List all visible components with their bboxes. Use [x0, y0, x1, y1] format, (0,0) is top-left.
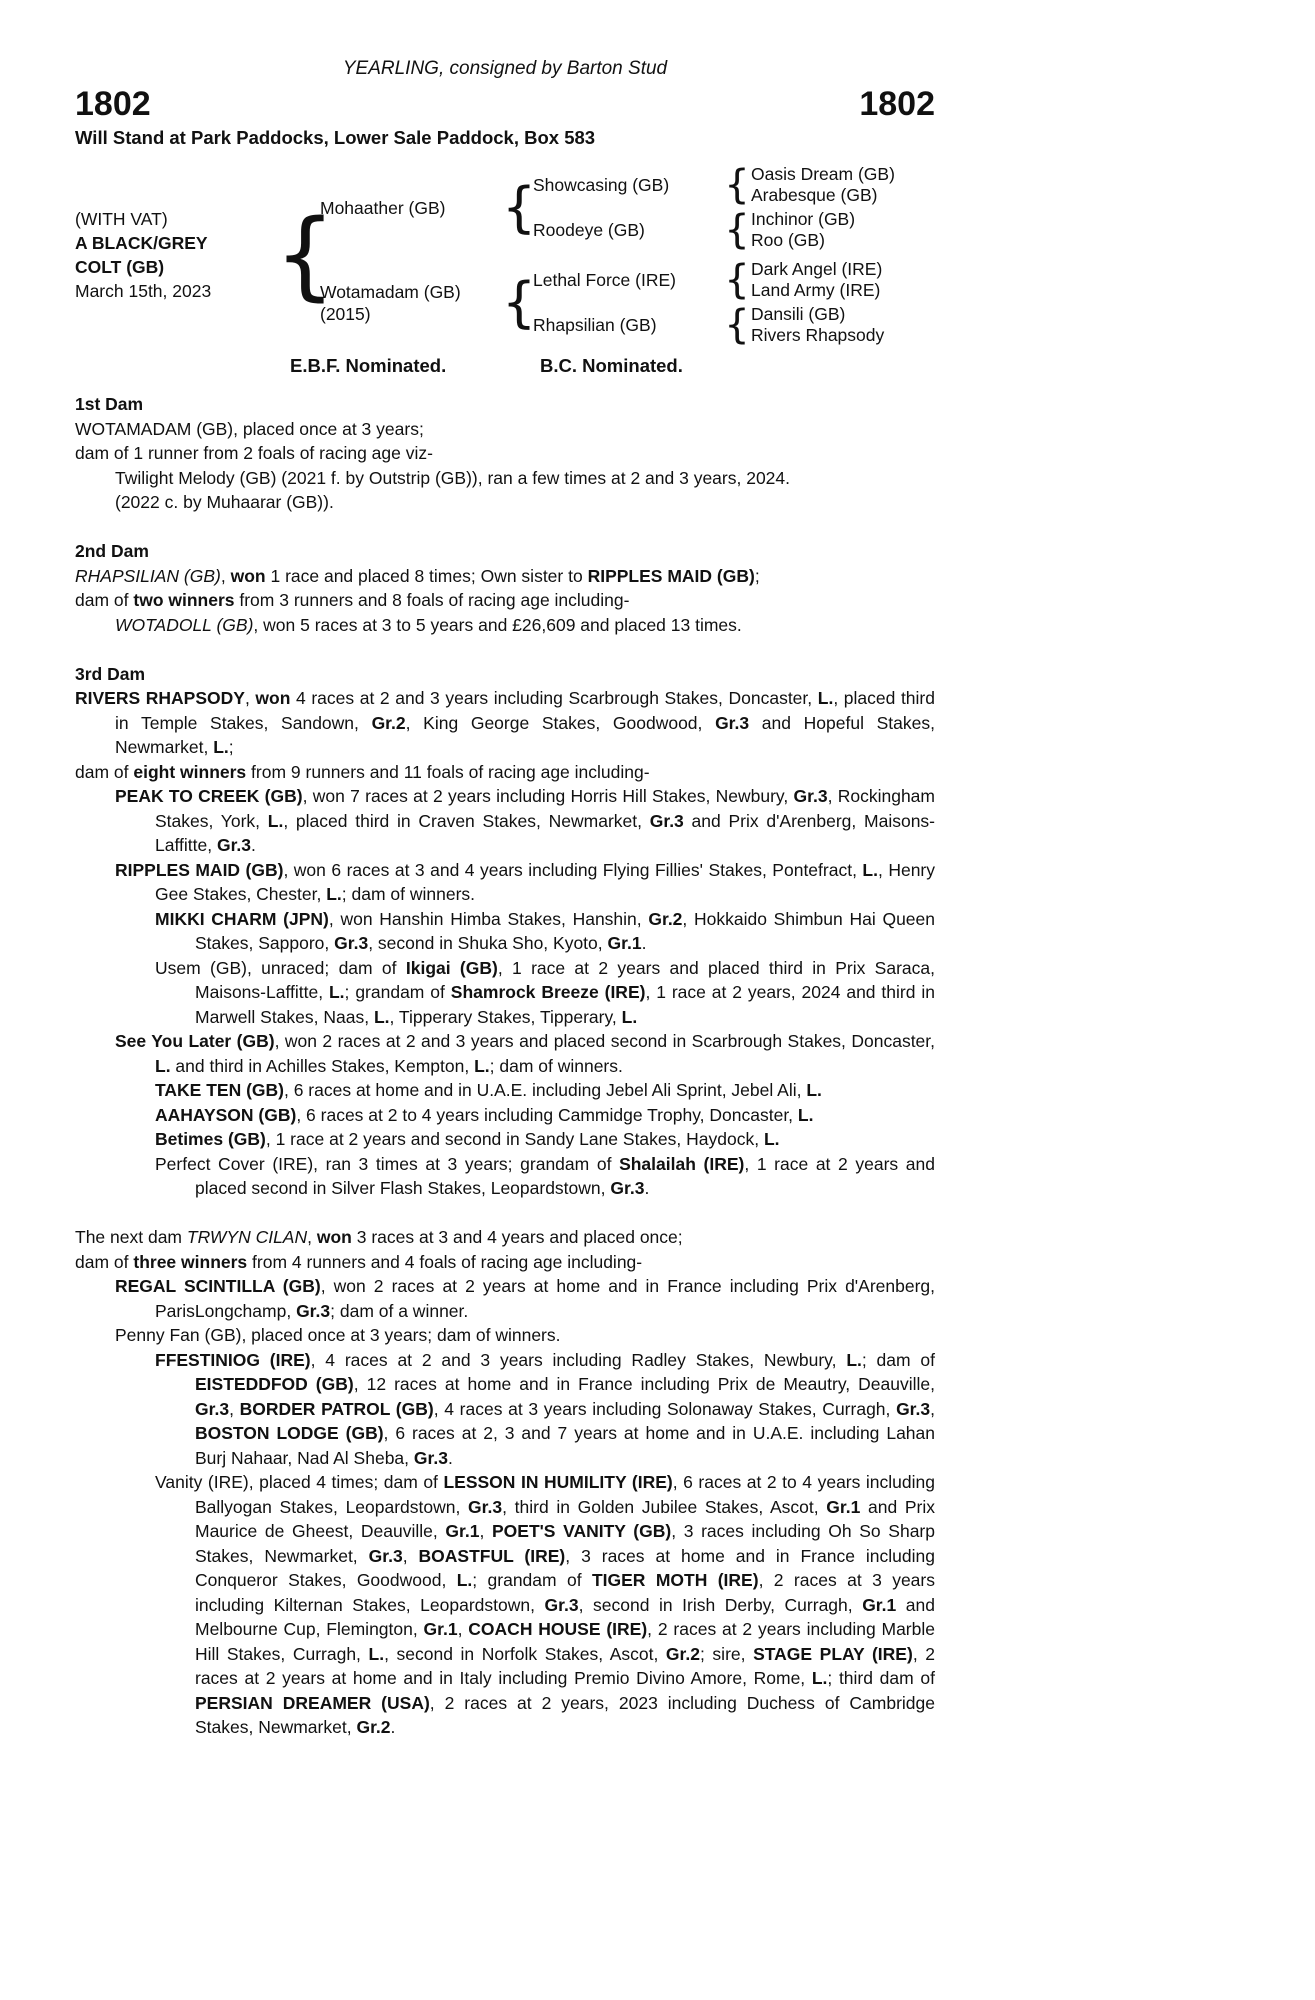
- catalogue-paragraph: [75, 1250, 935, 1275]
- text-segment: The next dam: [75, 1227, 187, 1247]
- text-segment: .: [251, 835, 256, 855]
- dam-grandsire-branch: [533, 259, 935, 301]
- text-segment: , 2 races at 2 years, 2023 including Duchess of Cambridge Stakes, Newmarket,: [195, 1692, 935, 1737]
- great-granddam-name: Rivers Rhapsody: [751, 325, 885, 345]
- text-segment: , placed third in Craven Stakes, Newmarket,: [283, 810, 650, 831]
- text-segment: L.: [213, 737, 229, 757]
- sire-granddam-brace: {: [724, 207, 750, 253]
- catalogue-paragraph: [75, 466, 935, 491]
- text-segment: , 12 races at home and in France including Prix de Meautry, Deauville,: [353, 1374, 935, 1394]
- text-segment: ,: [930, 1398, 935, 1419]
- catalogue-paragraph: [75, 784, 935, 858]
- dam-granddam-brace: {: [724, 302, 750, 348]
- text-segment: , 6 races at 2 to 4 years including Cammidge Trophy, Doncaster,: [296, 1104, 798, 1125]
- catalogue-paragraph: [75, 858, 935, 907]
- text-segment: BOASTFUL (IRE): [418, 1545, 566, 1566]
- text-segment: 1 race and placed 8 times; Own sister to: [265, 565, 588, 586]
- text-segment: RIVERS RHAPSODY: [75, 688, 245, 708]
- sire-granddam-name: Roodeye (GB): [533, 219, 645, 240]
- sire-grandsire-name: Showcasing (GB): [533, 174, 670, 195]
- text-segment: won: [230, 565, 266, 586]
- text-segment: eight winners: [133, 761, 247, 782]
- catalogue-paragraph: [75, 1103, 935, 1128]
- text-segment: ; dam of a winner.: [330, 1300, 469, 1321]
- text-segment: from 3 runners and 8 foals of racing age including-: [234, 590, 630, 610]
- catalogue-paragraph: [75, 1029, 935, 1078]
- great-grandsire-name: Oasis Dream (GB): [751, 164, 895, 184]
- dam-granddam-branch: [533, 304, 935, 346]
- sire-granddam-branch: [533, 209, 935, 251]
- sire-grandsire-brace: {: [724, 162, 750, 208]
- catalogue-paragraph: [75, 1323, 935, 1348]
- text-segment: from 4 runners and 4 foals of racing age including-: [247, 1251, 643, 1272]
- catalogue-paragraph: [75, 417, 935, 442]
- text-segment: L.: [811, 1668, 828, 1688]
- text-segment: ; grandam of: [344, 982, 451, 1002]
- text-segment: L.: [621, 1006, 638, 1027]
- text-segment: .: [641, 933, 647, 953]
- stand-location-line: Will Stand at Park Paddocks, Lower Sale Paddock, Box 583: [75, 127, 596, 148]
- dam-section-heading: 1st Dam: [75, 394, 144, 414]
- text-segment: RIPPLES MAID (GB): [115, 859, 284, 880]
- section-gap: [75, 1201, 935, 1226]
- text-segment: , 1 race at 2 years and placed second in Silver Flash Stakes, Leopardstown,: [195, 1153, 935, 1198]
- text-segment: ; dam of winners.: [489, 1055, 623, 1076]
- text-segment: , 6 races at home and in U.A.E. including Jebel Ali Sprint, Jebel Ali,: [283, 1080, 807, 1100]
- text-segment: Gr.1: [862, 1594, 897, 1615]
- text-segment: FFESTINIOG (IRE): [155, 1349, 311, 1370]
- text-segment: COACH HOUSE (IRE): [468, 1619, 648, 1639]
- text-segment: ; dam of winners.: [341, 884, 476, 904]
- text-segment: L.: [817, 688, 834, 708]
- text-segment: Gr.3: [896, 1398, 931, 1419]
- text-segment: WOTAMADAM (GB), placed once at 3 years;: [75, 418, 424, 439]
- sire-grandsire-branch: [533, 164, 935, 206]
- text-segment: EISTEDDFOD (GB): [195, 1374, 354, 1394]
- text-segment: STAGE PLAY (IRE): [753, 1643, 913, 1664]
- page-content: [75, 0, 935, 1740]
- catalogue-paragraph: [75, 760, 935, 785]
- text-segment: L.: [806, 1080, 822, 1100]
- text-segment: Gr.3: [715, 712, 750, 733]
- text-segment: Gr.3: [610, 1178, 645, 1198]
- text-segment: Usem (GB), unraced; dam of: [155, 957, 406, 978]
- text-segment: , won 7 races at 2 years including Horris Hill Stakes, Newbury,: [302, 786, 794, 806]
- colt-description: A BLACK/GREY COLT (GB): [75, 233, 208, 277]
- dam-grandsire-parents: [751, 259, 935, 301]
- nominations-line: [75, 354, 935, 378]
- text-segment: ,: [229, 1398, 240, 1419]
- text-segment: and Hopeful Stakes, Newmarket,: [115, 712, 935, 757]
- text-segment: ; third dam of: [827, 1668, 935, 1688]
- sire-grandsire-parents: [751, 164, 935, 206]
- dam-section-heading: 2nd Dam: [75, 541, 149, 561]
- catalogue-paragraph: [75, 1127, 935, 1152]
- text-segment: L.: [862, 859, 878, 880]
- text-segment: Gr.2: [665, 1643, 700, 1664]
- text-segment: Shamrock Breeze (IRE): [450, 982, 646, 1002]
- text-segment: Perfect Cover (IRE), ran 3 times at 3 years; grandam of: [155, 1153, 620, 1174]
- text-segment: TRWYN CILAN: [186, 1227, 308, 1247]
- text-segment: Vanity (IRE), placed 4 times; dam of: [155, 1472, 444, 1492]
- text-segment: Ikigai (GB): [405, 957, 498, 978]
- text-segment: Gr.3: [793, 786, 828, 806]
- text-segment: REGAL SCINTILLA (GB): [115, 1276, 321, 1296]
- section-gap: [75, 515, 935, 540]
- dam-granddam-parents: [751, 304, 935, 346]
- text-segment: , second in Norfolk Stakes, Ascot,: [384, 1643, 666, 1664]
- text-segment: Twilight Melody (GB) (2021 f. by Outstrip (GB)), ran a few times at 2 and 3 years, 2024.: [115, 467, 790, 488]
- text-segment: , won Hanshin Himba Stakes, Hanshin,: [328, 908, 649, 929]
- text-segment: Gr.2: [371, 712, 406, 733]
- text-segment: .: [447, 1447, 453, 1468]
- ebf-nominated: E.B.F. Nominated.: [290, 355, 447, 376]
- text-segment: BORDER PATROL (GB): [239, 1398, 434, 1419]
- text-segment: ;: [228, 737, 234, 757]
- text-segment: L.: [797, 1104, 814, 1125]
- text-segment: ; sire,: [699, 1643, 754, 1664]
- text-segment: Gr.1: [423, 1619, 458, 1639]
- text-segment: , 2 races at 3 years including Kilternan Stakes, Leopardstown,: [195, 1570, 935, 1615]
- sire-granddam-parents: [751, 209, 935, 251]
- great-granddam-name: Roo (GB): [751, 230, 825, 250]
- dam-year: (2015): [320, 303, 371, 324]
- text-segment: ,: [479, 1521, 492, 1541]
- dam-brace: {: [501, 270, 537, 334]
- text-segment: L.: [267, 810, 284, 831]
- text-segment: , King George Stakes, Goodwood,: [405, 712, 716, 733]
- text-segment: Gr.3: [649, 810, 684, 831]
- text-segment: , 1 race at 2 years, 2024 and third in Marwell Stakes, Naas,: [195, 982, 935, 1027]
- text-segment: L.: [368, 1643, 385, 1664]
- text-segment: Gr.1: [826, 1496, 861, 1517]
- text-segment: POET'S VANITY (GB): [491, 1521, 672, 1541]
- great-grandsire-name: Dark Angel (IRE): [751, 259, 883, 279]
- text-segment: L.: [373, 1006, 390, 1027]
- consignor-line: YEARLING, consigned by Barton Stud: [342, 58, 668, 79]
- text-segment: ,: [402, 1545, 419, 1566]
- lot-number-right: 1802: [859, 85, 935, 123]
- text-segment: and Prix d'Arenberg, Maisons-Laffitte,: [155, 810, 936, 855]
- text-segment: Penny Fan (GB), placed once at 3 years; dam of winners.: [115, 1325, 561, 1345]
- catalogue-paragraph: [75, 1225, 935, 1250]
- text-segment: Gr.2: [648, 908, 683, 929]
- text-segment: RIPPLES MAID (GB): [587, 565, 755, 586]
- text-segment: Gr.1: [607, 933, 642, 953]
- text-segment: Gr.2: [356, 1717, 391, 1737]
- great-granddam-name: Arabesque (GB): [751, 185, 878, 205]
- text-segment: BOSTON LODGE (GB): [195, 1423, 384, 1443]
- text-segment: , 3 races including Oh So Sharp Stakes, Newmarket,: [195, 1521, 935, 1566]
- catalogue-paragraph: [75, 588, 935, 613]
- catalogue-paragraph: [75, 490, 935, 515]
- text-segment: dam of: [75, 590, 134, 610]
- text-segment: PERSIAN DREAMER (USA): [195, 1692, 430, 1713]
- vat-note: (WITH VAT): [75, 209, 168, 229]
- foal-date: March 15th, 2023: [75, 281, 212, 301]
- text-segment: RHAPSILIAN (GB): [75, 565, 221, 586]
- text-segment: , placed third in Temple Stakes, Sandown,: [115, 688, 935, 733]
- text-segment: Gr.3: [334, 933, 369, 953]
- text-segment: ,: [307, 1227, 317, 1247]
- text-segment: , Hokkaido Shimbun Hai Queen Stakes, Sapporo,: [195, 908, 935, 953]
- text-segment: , second in Shuka Sho, Kyoto,: [368, 933, 608, 953]
- catalogue-paragraph: [75, 441, 935, 466]
- text-segment: See You Later (GB): [115, 1031, 275, 1051]
- text-segment: won: [316, 1227, 352, 1247]
- dam-grandparents: [533, 259, 935, 346]
- text-segment: ,: [220, 565, 231, 586]
- sire-name: Mohaather (GB): [320, 197, 446, 218]
- text-segment: Betimes (GB): [155, 1129, 266, 1149]
- colt-info: [75, 207, 290, 303]
- text-segment: and Melbourne Cup, Flemington,: [195, 1594, 935, 1639]
- catalogue-paragraph: [75, 613, 935, 638]
- text-segment: from 9 runners and 11 foals of racing age including-: [246, 761, 650, 782]
- text-segment: , 6 races at 2, 3 and 7 years at home and in U.A.E. including Lahan Burj Nahaar, Nad Al Sheba,: [195, 1423, 936, 1468]
- text-segment: L.: [474, 1055, 490, 1076]
- text-segment: LESSON IN HUMILITY (IRE): [443, 1472, 673, 1492]
- text-segment: Gr.1: [445, 1521, 480, 1541]
- text-segment: .: [390, 1717, 396, 1737]
- text-segment: , third in Golden Jubilee Stakes, Ascot,: [502, 1496, 827, 1517]
- sire-brace: {: [501, 175, 537, 239]
- text-segment: L.: [763, 1129, 780, 1149]
- text-segment: , Rockingham Stakes, York,: [155, 786, 935, 831]
- text-segment: L.: [328, 982, 345, 1002]
- text-segment: ; grandam of: [472, 1570, 592, 1590]
- sire-grandparents: [533, 164, 935, 251]
- text-segment: won: [255, 688, 291, 708]
- catalogue-paragraph: [75, 1078, 935, 1103]
- text-segment: two winners: [133, 590, 235, 610]
- text-segment: , 3 races at home and in France including Conqueror Stakes, Goodwood,: [195, 1545, 935, 1590]
- text-segment: three winners: [133, 1251, 248, 1272]
- text-segment: , 1 race at 2 years and placed third in Prix Saraca, Maisons-Laffitte,: [195, 957, 935, 1002]
- text-segment: ,: [457, 1619, 469, 1639]
- text-segment: , Tipperary Stakes, Tipperary,: [389, 1006, 622, 1027]
- text-segment: Gr.3: [544, 1594, 579, 1615]
- text-segment: Shalailah (IRE): [619, 1153, 745, 1174]
- catalogue-body-text: [75, 392, 935, 1740]
- pedigree-parents: [320, 164, 935, 346]
- text-segment: , 2 races at 2 years including Marble Hill Stakes, Curragh,: [195, 1619, 935, 1664]
- text-segment: L.: [155, 1055, 171, 1076]
- text-segment: , second in Irish Derby, Curragh,: [578, 1594, 863, 1615]
- catalogue-paragraph: [75, 1274, 935, 1323]
- text-segment: ,: [244, 688, 256, 708]
- text-segment: 3 races at 3 and 4 years and placed once;: [351, 1227, 683, 1247]
- text-segment: (2022 c. by Muhaarar (GB)).: [115, 492, 334, 512]
- text-segment: , won 2 races at 2 and 3 years and placed second in Scarbrough Stakes, Doncaster,: [274, 1031, 936, 1051]
- catalogue-paragraph: [75, 907, 935, 956]
- dam-branch: [320, 259, 935, 346]
- pedigree-table: [75, 164, 935, 346]
- text-segment: , won 2 races at 2 years at home and in France including Prix d'Arenberg, ParisLongchamp,: [155, 1276, 935, 1321]
- text-segment: L.: [846, 1349, 862, 1370]
- dam-grandsire-name: Lethal Force (IRE): [533, 269, 676, 290]
- text-segment: Gr.3: [368, 1545, 403, 1566]
- text-segment: Gr.3: [468, 1496, 503, 1517]
- pedigree-brace-main: {: [274, 199, 336, 311]
- text-segment: WOTADOLL (GB): [115, 614, 254, 635]
- text-segment: .: [644, 1178, 650, 1198]
- text-segment: L.: [326, 884, 342, 904]
- text-segment: dam of: [75, 761, 134, 782]
- catalogue-paragraph: [75, 1470, 935, 1740]
- text-segment: , won 6 races at 3 and 4 years including Flying Fillies' Stakes, Pontefract,: [283, 859, 863, 880]
- text-segment: ;: [754, 565, 760, 586]
- bc-nominated: B.C. Nominated.: [540, 355, 683, 376]
- text-segment: 4 races at 2 and 3 years including Scarbrough Stakes, Doncaster,: [290, 688, 818, 708]
- text-segment: Gr.3: [195, 1398, 230, 1419]
- text-segment: PEAK TO CREEK (GB): [115, 786, 303, 806]
- catalogue-paragraph: [75, 956, 935, 1030]
- great-grandsire-name: Inchinor (GB): [751, 209, 856, 229]
- text-segment: , 2 races at 2 years at home and in Italy including Premio Divino Amore, Rome,: [195, 1643, 935, 1688]
- catalogue-paragraph: [75, 1152, 935, 1201]
- text-segment: ; dam of: [861, 1349, 935, 1370]
- text-segment: dam of: [75, 1251, 134, 1272]
- dam-name-block: [320, 281, 505, 325]
- text-segment: and Prix Maurice de Gheest, Deauville,: [195, 1496, 935, 1541]
- catalogue-paragraph: [75, 564, 935, 589]
- text-segment: , 6 races at 2 to 4 years including Ballyogan Stakes, Leopardstown,: [195, 1472, 936, 1517]
- text-segment: , 4 races at 3 years including Solonaway Stakes, Curragh,: [433, 1398, 897, 1419]
- text-segment: L.: [456, 1570, 473, 1590]
- dam-grandsire-brace: {: [724, 257, 750, 303]
- dam-section-heading: 3rd Dam: [75, 663, 146, 684]
- lot-number-row: [75, 86, 935, 122]
- great-granddam-name: Land Army (IRE): [751, 280, 881, 300]
- text-segment: Gr.3: [296, 1300, 331, 1321]
- text-segment: MIKKI CHARM (JPN): [155, 908, 329, 929]
- catalogue-paragraph: [75, 686, 935, 760]
- text-segment: TAKE TEN (GB): [155, 1080, 284, 1100]
- text-segment: , won 5 races at 3 to 5 years and £26,609 and placed 13 times.: [253, 614, 742, 635]
- text-segment: dam of 1 runner from 2 foals of racing age viz-: [75, 443, 433, 463]
- great-grandsire-name: Dansili (GB): [751, 304, 846, 324]
- text-segment: AAHAYSON (GB): [155, 1104, 297, 1125]
- text-segment: , Henry Gee Stakes, Chester,: [155, 859, 935, 904]
- sire-branch: [320, 164, 935, 251]
- section-gap: [75, 637, 935, 662]
- text-segment: TIGER MOTH (IRE): [591, 1570, 759, 1590]
- text-segment: , 4 races at 2 and 3 years including Radley Stakes, Newbury,: [310, 1349, 847, 1370]
- lot-number-left: 1802: [75, 85, 151, 123]
- text-segment: Gr.3: [216, 835, 252, 855]
- text-segment: and third in Achilles Stakes, Kempton,: [170, 1055, 475, 1076]
- dam-granddam-name: Rhapsilian (GB): [533, 314, 657, 335]
- text-segment: Gr.3: [413, 1447, 448, 1468]
- catalogue-paragraph: [75, 1348, 935, 1471]
- dam-name: Wotamadam (GB): [320, 281, 461, 302]
- text-segment: , 1 race at 2 years and second in Sandy Lane Stakes, Haydock,: [265, 1129, 764, 1149]
